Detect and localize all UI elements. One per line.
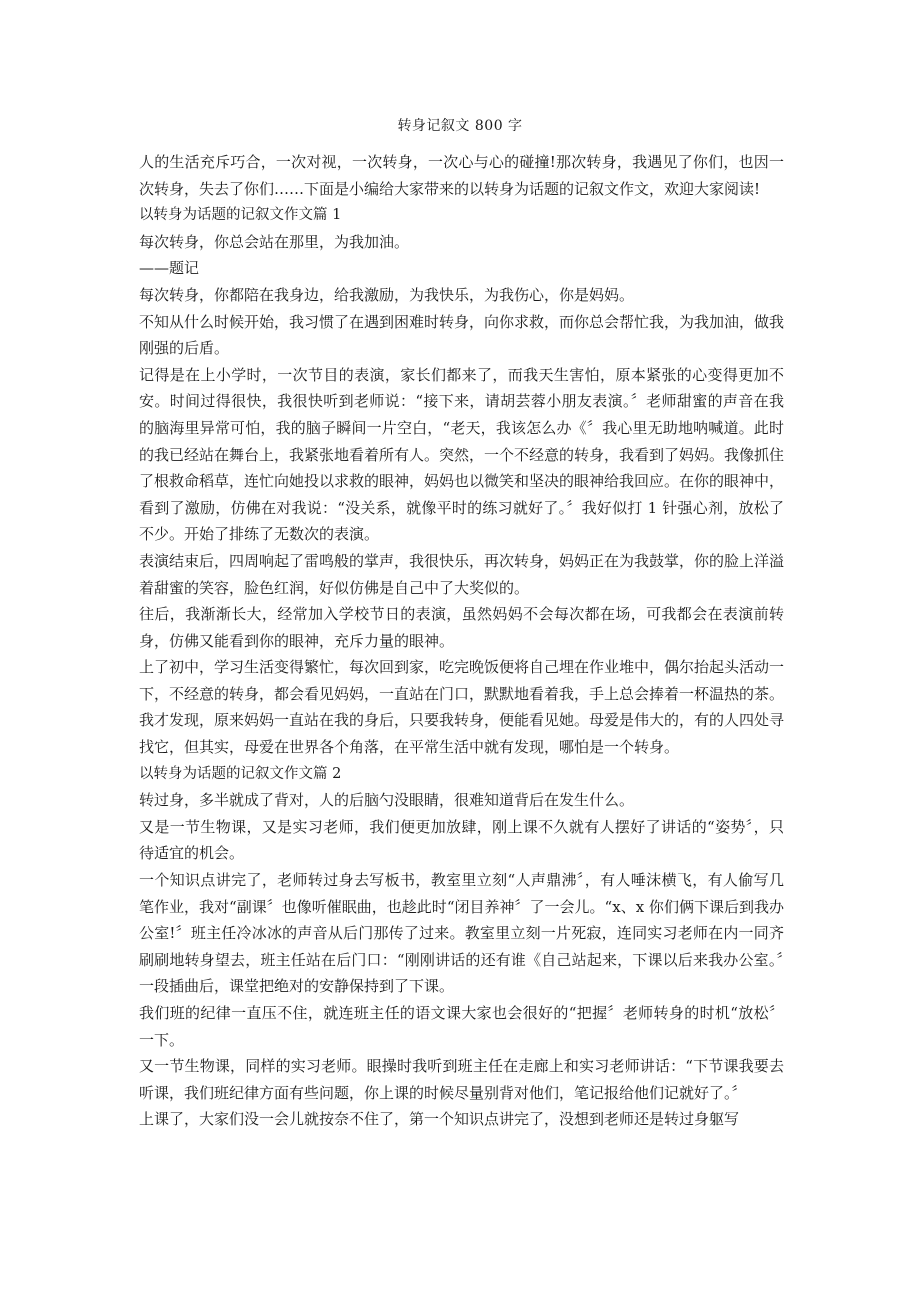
- section-heading: 以转身为话题的记叙文作文篇 2: [139, 765, 342, 782]
- paragraph: 人的生活充斥巧合，一次对视，一次转身，一次心与心的碰撞!那次转身，我遇见了你们，也因一次转身，失去了你们……下面是小编给大家带来的以转身为话题的记叙文作文，欢迎大家阅读!: [139, 153, 784, 198]
- paragraph: 记得是在上小学时，一次节目的表演，家长们都来了，而我天生害怕，原本紧张的心变得更加不安。时间过得很快，我很快听到老师说：“接下来，请胡芸蓉小朋友表演。〞老师甜蜜的声音在我的脑海里异常可怕，我的脑子瞬间一片空白，“老天，我该怎么办《〞我心里无助地呐喊道。此时的我已经站在舞台上，我紧张地看着所有人。突然，一个不经意的转身，我看到了妈妈。我像抓住了根救命稻草，连忙向她投以求救的眼神，妈妈也以微笑和坚决的眼神给我回应。在你的眼神中，看到了激励，仿佛在对我说：“没关系，就像平时的练习就好了。〞我好似打 1 针强心剂，放松了不少。开始了排练了无数次的表演。: [139, 365, 785, 544]
- document-title: 转身记叙文 800 字: [397, 118, 523, 134]
- epigraph-attribution: ——题记: [139, 259, 200, 278]
- section-heading: 以转身为话题的记叙文作文篇 1: [139, 207, 342, 224]
- paragraph: 往后，我渐渐长大，经常加入学校节日的表演，虽然妈妈不会每次都在场，可我都会在表演前转身，仿佛又能看到你的眼神，充斥力量的眼神。: [139, 605, 784, 650]
- paragraph: 一个知识点讲完了，老师转过身去写板书，教室里立刻“人声鼎沸〞，有人唾沫横飞，有人偷写几笔作业，我对“副课〞也像听催眠曲，也趁此时“闭目养神〞了一会儿。“x、x 你们俩下课后到我办公室!〞班主任冷冰冰的声音从后门那传了过来。教室里立刻一片死寂，连同实习老师在内一同齐刷刷地转身望去，班主任站在后门口：“刚刚讲话的还有谁《自己站起来，下课以后来我办公室。〞一段插曲后，课堂把绝对的安静保持到了下课。: [139, 871, 784, 996]
- paragraph: 每次转身，你总会站在那里，为我加油。: [139, 232, 410, 251]
- paragraph: 转过身，多半就成了背对，人的后脑勺没眼睛，很难知道背后在发生什么。: [139, 791, 635, 810]
- paragraph: 我们班的纪律一直压不住，就连班主任的语文课大家也会很好的“把握〞老师转身的时机“放松〞一下。: [139, 1004, 784, 1049]
- paragraph: 表演结束后，四周响起了雷鸣般的掌声，我很快乐，再次转身，妈妈正在为我鼓掌，你的脸上洋溢着甜蜜的笑容，脸色红润，好似仿佛是自己中了大奖似的。: [139, 551, 785, 597]
- paragraph: 每次转身，你都陪在我身边，给我激励，为我快乐，为我伤心，你是妈妈。: [139, 285, 635, 304]
- document-body: [139, 149, 784, 1133]
- paragraph: 上课了，大家们没一会儿就按奈不住了，第一个知识点讲完了，没想到老师还是转过身躯写: [139, 1110, 740, 1129]
- paragraph: 上了初中，学习生活变得繁忙，每次回到家，吃完晚饭便将自己埋在作业堆中，偶尔抬起头活动一下，不经意的转身，都会看见妈妈，一直站在门口，默默地看着我，手上总会捧着一杯温热的茶。: [139, 658, 785, 703]
- paragraph: 我才发现，原来妈妈一直站在我的身后，只要我转身，便能看见她。母爱是伟大的，有的人四处寻找它，但其实，母爱在世界各个角落，在平常生活中就有发现，哪怕是一个转身。: [139, 711, 785, 757]
- paragraph: 不知从什么时候开始，我习惯了在遇到困难时转身，向你求救，而你总会帮忙我，为我加油，做我刚强的后盾。: [139, 312, 785, 358]
- paragraph: 又是一节生物课，又是实习老师，我们便更加放肆，刚上课不久就有人摆好了讲话的“姿势〞，只待适宜的机会。: [139, 817, 784, 863]
- paragraph: 又一节生物课，同样的实习老师。眼操时我听到班主任在走廊上和实习老师讲话：“下节课我要去听课，我们班纪律方面有些问题，你上课的时候尽量别背对他们，笔记报给他们记就好了。〞: [139, 1057, 784, 1102]
